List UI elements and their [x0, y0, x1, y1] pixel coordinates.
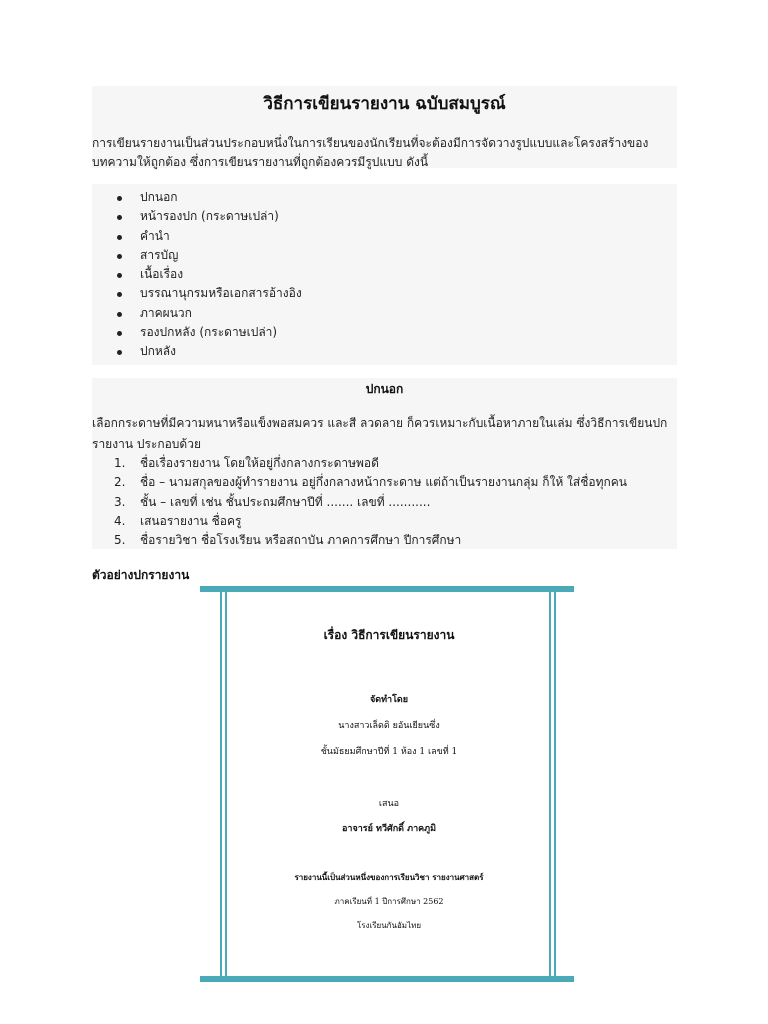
- intro-paragraph: การเขียนรายงานเป็นส่วนประกอบหนึ่งในการเรียนของนักเรียนที่จะต้องมีการจัดวางรูปแบบและโครงสร้างของบทความให้ถูกต้อง ซึ่งการเขียนรายงานที่ถูกต้องควรมีรูปแบบ ดังนี้: [92, 136, 649, 169]
- cover-steps-list: [92, 454, 627, 550]
- step-text: เสนอรายงาน ชื่อครู: [140, 513, 242, 528]
- cover-title: เรื่อง วิธีการเขียนรายงาน: [323, 628, 455, 642]
- step-text: ชื่อ – นามสกุลของผู้ทำรายงาน อยู่กึ่งกลางหน้ากระดาษ แต่ถ้าเป็นรายงานกลุ่ม ก็ให้ ใส่ชื่อทุกคน: [140, 475, 628, 490]
- list-item: [92, 473, 627, 492]
- report-parts-list: [92, 188, 302, 362]
- cover-left-inner-border: [225, 586, 227, 982]
- step-number: 5.: [114, 533, 126, 548]
- list-item: คำนำ: [92, 227, 302, 246]
- cover-right-inner-border: [549, 586, 551, 982]
- cover-teacher-name: อาจารย์ ทวีศักดิ์ ภาคภูมิ: [341, 824, 437, 834]
- list-item: ปกหลัง: [92, 342, 302, 361]
- step-number: 3.: [114, 494, 126, 509]
- cover-right-border: [554, 586, 556, 982]
- list-item: รองปกหลัง (กระดาษเปล่า): [92, 323, 302, 342]
- cover-top-border: [200, 586, 574, 592]
- step-number: 1.: [114, 456, 126, 470]
- list-item: เนื้อเรื่อง: [92, 265, 302, 284]
- step-text: ชื่อรายวิชา ชื่อโรงเรียน หรือสถาบัน ภาคการศึกษา ปีการศึกษา: [140, 533, 462, 548]
- example-cover-label: ตัวอย่างปกรายงาน: [92, 568, 190, 582]
- list-item: บรรณานุกรมหรือเอกสารอ้างอิง: [92, 284, 302, 303]
- page-title: วิธีการเขียนรายงาน ฉบับสมบูรณ์: [263, 94, 506, 114]
- cover-left-border: [220, 586, 222, 982]
- cover-by-label: จัดทำโดย: [369, 695, 409, 705]
- cover-school: โรงเรียนกันอัมไทย: [356, 921, 422, 930]
- step-text: ชั้น – เลขที่ เช่น ชั้นประถมศึกษาปีที่ ....... เลขที่ ...........: [140, 494, 431, 509]
- list-item: [92, 493, 627, 512]
- list-item: หน้ารองปก (กระดาษเปล่า): [92, 207, 302, 226]
- cover-class-info: ชั้นมัธยมศึกษาปีที่ 1 ห้อง 1 เลขที่ 1: [320, 747, 458, 757]
- step-number: 4.: [114, 513, 126, 528]
- list-item: [92, 454, 627, 473]
- cover-present-label: เสนอ: [378, 799, 400, 809]
- list-item: ภาคผนวก: [92, 304, 302, 323]
- list-item: สารบัญ: [92, 246, 302, 265]
- cover-term: ภาคเรียนที่ 1 ปีการศึกษา 2562: [334, 897, 444, 906]
- example-report-cover: [200, 586, 574, 982]
- cover-bottom-border: [200, 976, 574, 982]
- list-item: ปกนอก: [92, 188, 302, 207]
- cover-subject-note: รายงานนี้เป็นส่วนหนึ่งของการเรียนวิชา รายงานศาสตร์: [294, 872, 484, 882]
- step-number: 2.: [114, 475, 126, 490]
- list-item: [92, 531, 627, 550]
- cover-description: เลือกกระดาษที่มีความหนาหรือแข็งพอสมควร และสี ลวดลาย ก็ควรเหมาะกับเนื้อหาภายในเล่ม ซึ่งวิธีการเขียนปกรายงาน ประกอบด้วย: [92, 416, 668, 451]
- cover-section-heading: ปกนอก: [365, 382, 404, 396]
- list-item: [92, 512, 627, 531]
- step-text: ชื่อเรื่องรายงาน โดยให้อยู่กึ่งกลางกระดาษพอดี: [140, 456, 379, 470]
- cover-student-name: นางสาวเล็ดดิ ยอันเยียนซึ่ง: [338, 721, 440, 731]
